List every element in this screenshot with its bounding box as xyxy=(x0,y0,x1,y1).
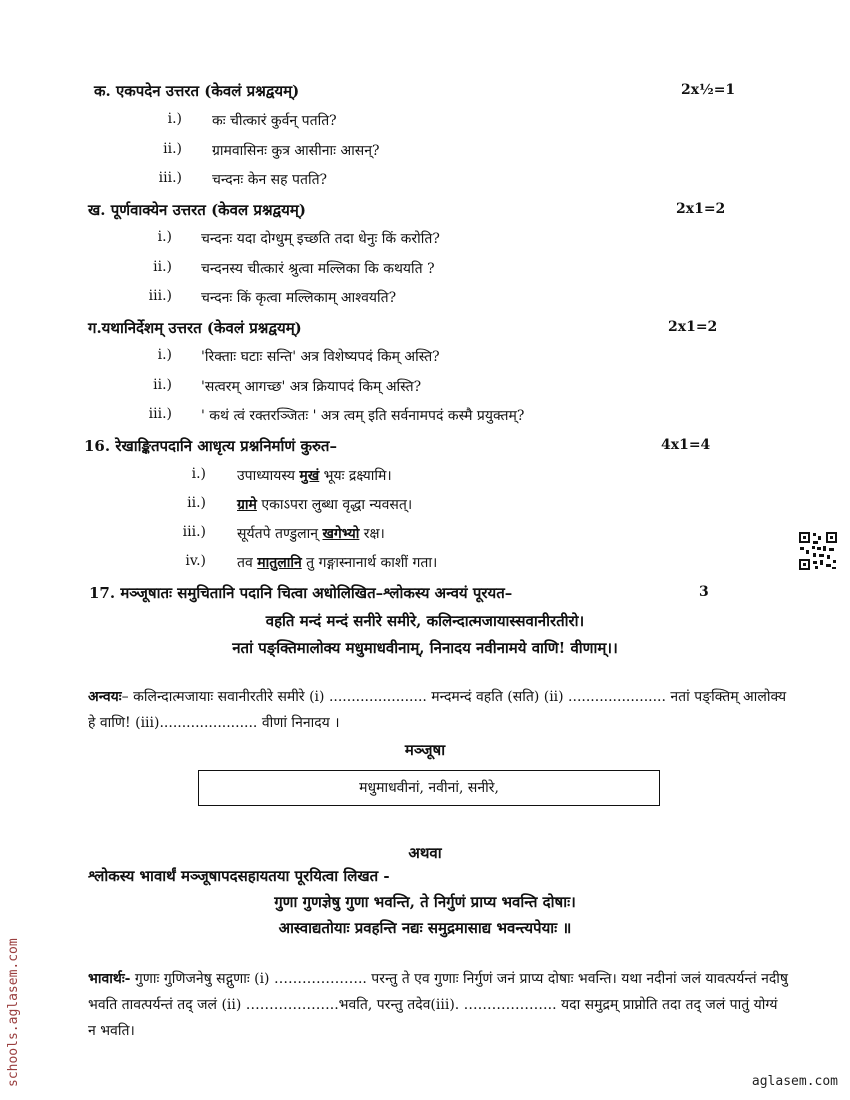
verse-line: नतां पङ्क्तिमालोक्य मधुमाधवीनाम्, निनादय नवीनामये वाणि! वीणाम्।। xyxy=(232,639,618,657)
manjusha-title: मञ्जूषा xyxy=(404,741,446,759)
underlined-word: मुखं xyxy=(299,468,320,484)
manjusha-words: मधुमाधवीनां, नवीनां, सनीरे, xyxy=(359,780,499,796)
question-number: ii.) xyxy=(153,377,172,393)
manjusha-box xyxy=(198,770,660,806)
q17-heading: 17. मञ्जूषातः समुचितानि पदानि चित्वा अधोलिखित–श्लोकस्य अन्वयं पूरयत– xyxy=(89,584,513,602)
section-kha-heading: ख. पूर्णवाक्येन उत्तरत (केवल प्रश्नद्वयम्) xyxy=(88,201,306,219)
verse-line: आस्वाद्यतोयाः प्रवहन्ति नद्यः समुद्रमासाद्य भवन्त्यपेयाः ॥ xyxy=(278,919,572,937)
bhavartha-paragraph: भावार्थः- गुणाः गुणिजनेषु सद्गुणाः (i) ……………….. परन्तु ते एव गुणाः निर्गुणं जनं प्राप्य दोषाः भवन्ति। यथा नदीनां जलं यावत्पर्यन्तं नदीषु भवति तावत्पर्यन्तं तद् जलं (ii) ………………..भवति, परन्तु तदेव(iii). ……………….. यदा समुद्रम् प्राप्नोति तदा तद् जलं पातुं योग्यं न भवति। xyxy=(88,971,789,1039)
question-text: चन्दनः यदा दोग्धुम् इच्छति तदा धेनुः किं करोति? xyxy=(201,231,440,247)
question-text: ' कथं त्वं रक्तरञ्जितः ' अत्र त्वम् इति सर्वनामपदं कस्मै प्रयुक्तम्? xyxy=(201,408,525,424)
underlined-word: ग्रामे xyxy=(237,497,257,513)
q16-item: सूर्यतपे तण्डुलान् खगेभ्यो रक्ष। xyxy=(237,526,385,542)
question-number: ii.) xyxy=(187,495,206,511)
question-number: i.) xyxy=(157,347,172,363)
question-text: चन्दनः केन सह पतति? xyxy=(212,172,328,188)
section-ga-marks: 2x1=2 xyxy=(668,319,718,335)
question-text: 'सत्वरम् आगच्छ' अत्र क्रियापदं किम् अस्ति? xyxy=(201,379,422,395)
q16-marks: 4x1=4 xyxy=(661,437,711,453)
question-text: कः चीत्कारं कुर्वन् पतति? xyxy=(212,113,337,129)
question-text: चन्दनस्य चीत्कारं श्रुत्वा मल्लिका कि कथयति ? xyxy=(201,261,435,277)
question-text: चन्दनः किं कृत्वा मल्लिकाम् आश्वयति? xyxy=(201,290,397,306)
question-number: iii.) xyxy=(148,406,172,422)
qr-code xyxy=(798,531,838,571)
athava-label: अथवा xyxy=(408,844,442,862)
question-number: ii.) xyxy=(163,141,182,157)
side-watermark: schools.aglasem.com xyxy=(6,938,21,1087)
section-ga-heading: ग.यथानिर्देशम् उत्तरत (केवलं प्रश्नद्वयम्) xyxy=(88,319,302,337)
question-number: iii.) xyxy=(182,524,206,540)
section-kha-marks: 2x1=2 xyxy=(676,201,726,217)
underlined-word: खगेभ्यो xyxy=(322,526,360,542)
section-ka-marks: 2x½=1 xyxy=(681,82,736,98)
alt-heading: श्लोकस्य भावार्थं मञ्जूषापदसहायतया पूरयित्वा लिखत - xyxy=(88,867,390,885)
question-number: i.) xyxy=(167,111,182,127)
question-number: iii.) xyxy=(158,170,182,186)
verse-line: गुणा गुणज्ञेषु गुणा भवन्ति, ते निर्गुणं प्राप्य भवन्ति दोषाः। xyxy=(274,893,576,911)
question-number: iii.) xyxy=(148,288,172,304)
footer-watermark: aglasem.com xyxy=(751,1074,838,1089)
section-ka-heading: क. एकपदेन उत्तरत (केवलं प्रश्नद्वयम्) xyxy=(94,82,300,100)
question-number: iv.) xyxy=(185,553,206,569)
verse-line: वहति मन्दं मन्दं सनीरे समीरे, कलिन्दात्मजायास्सवानीरतीरो। xyxy=(265,612,585,630)
q16-item: तव मातुलानि तु गङ्गास्नानार्थ काशीं गता। xyxy=(237,555,438,571)
q16-heading: 16. रेखाङ्कितपदानि आधृत्य प्रश्ननिर्माणं कुरुत– xyxy=(84,437,337,455)
question-number: i.) xyxy=(157,229,172,245)
question-number: ii.) xyxy=(153,259,172,275)
question-text: 'रिक्ताः घटाः सन्ति' अत्र विशेष्यपदं किम् अस्ति? xyxy=(201,349,440,365)
q16-item: ग्रामे एकाऽपरा लुब्धा वृद्धा न्यवसत्। xyxy=(237,497,413,513)
bhavartha-label: भावार्थः- xyxy=(88,971,131,987)
q16-item: उपाध्यायस्य मुखं भूयः द्रक्ष्यामि। xyxy=(237,468,392,484)
question-number: i.) xyxy=(191,466,206,482)
q17-marks: 3 xyxy=(699,584,709,600)
anvaya-label: अन्वयः xyxy=(88,689,122,705)
anvaya-paragraph: अन्वयः– कलिन्दात्मजायाः सवानीरतीरे समीरे (i) ...................... मन्दमन्दं वहति (सति) (ii) ...................... नतां पङ्क्तिम् आलोक्य हे वाणि! (iii)...................... वीणां निनादय । xyxy=(88,689,787,731)
question-text: ग्रामवासिनः कुत्र आसीनाः आसन्? xyxy=(212,143,380,159)
underlined-word: मातुलानि xyxy=(257,555,302,571)
